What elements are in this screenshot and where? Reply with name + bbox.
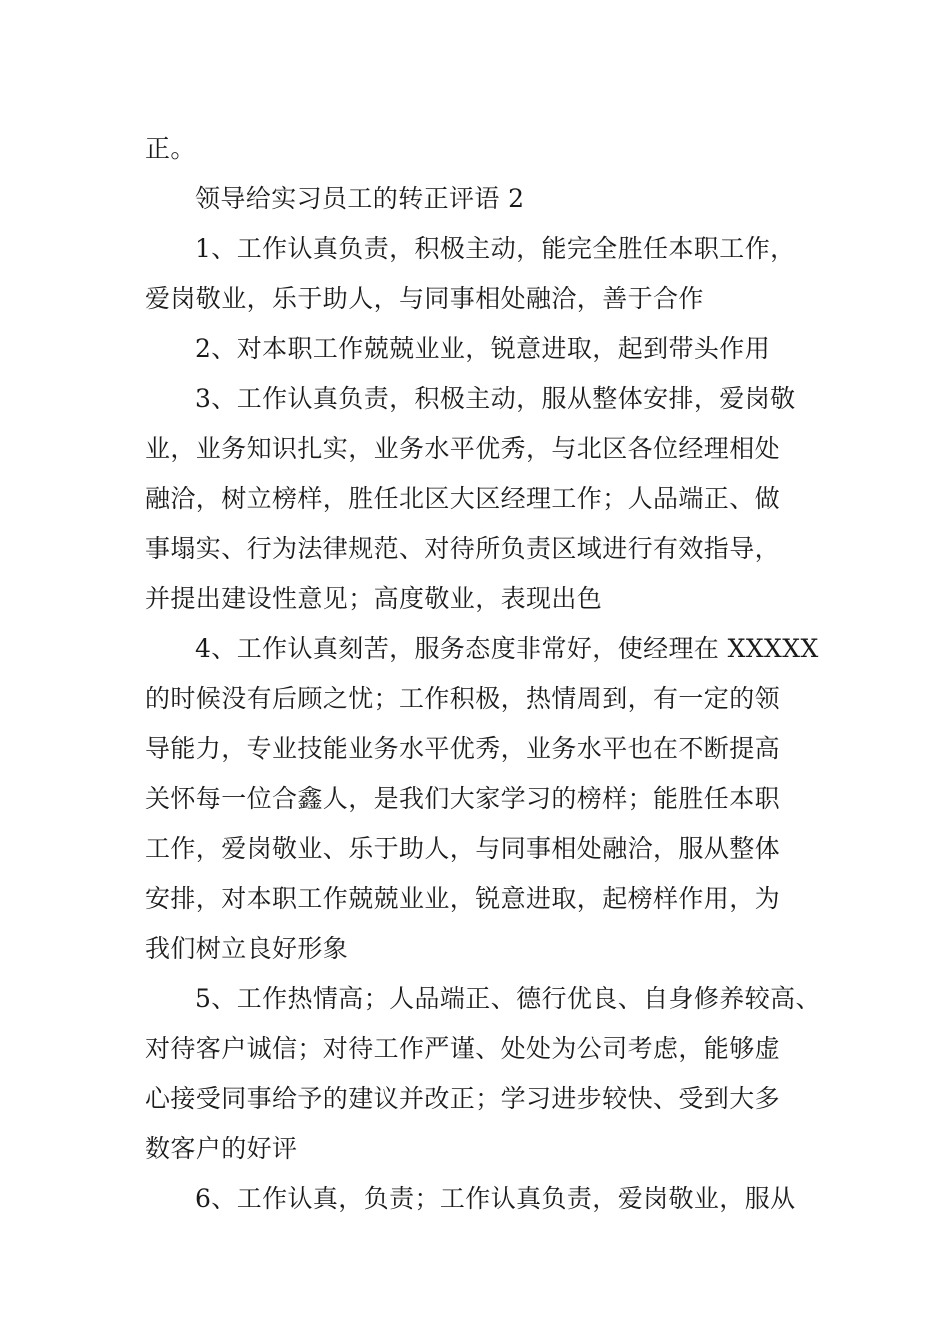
text-line: 6、工作认真，负责；工作认真负责，爱岗敬业，服从 — [195, 1184, 796, 1213]
text-line: 事塌实、行为法律规范、对待所负责区域进行有效指导， — [145, 534, 781, 563]
section-heading: 领导给实习员工的转正评语 2 — [195, 184, 525, 213]
text-line: 融洽，树立榜样，胜任北区大区经理工作；人品端正、做 — [145, 484, 781, 513]
text-line: 2、对本职工作兢兢业业，锐意进取，起到带头作用 — [195, 334, 771, 363]
text-line: 安排，对本职工作兢兢业业，锐意进取，起榜样作用，为 — [145, 884, 781, 913]
text-line: 4、工作认真刻苦，服务态度非常好，使经理在 XXXXX — [195, 634, 819, 663]
text-line: 业，业务知识扎实，业务水平优秀，与北区各位经理相处 — [145, 434, 781, 463]
text-line: 数客户的好评 — [145, 1134, 298, 1163]
text-line: 5、工作热情高；人品端正、德行优良、自身修养较高、 — [195, 984, 821, 1013]
text-line: 导能力，专业技能业务水平优秀，业务水平也在不断提高 — [145, 734, 781, 763]
text-line: 关怀每一位合鑫人，是我们大家学习的榜样；能胜任本职 — [145, 784, 781, 813]
text-line: 并提出建设性意见；高度敬业，表现出色 — [145, 584, 603, 613]
text-line: 1、工作认真负责，积极主动，能完全胜任本职工作， — [195, 234, 796, 263]
text-line: 心接受同事给予的建议并改正；学习进步较快、受到大多 — [145, 1084, 781, 1113]
text-line: 正。 — [145, 134, 196, 163]
text-line: 工作，爱岗敬业、乐于助人，与同事相处融洽，服从整体 — [145, 834, 781, 863]
text-line: 对待客户诚信；对待工作严谨、处处为公司考虑，能够虚 — [145, 1034, 781, 1063]
text-line: 3、工作认真负责，积极主动，服从整体安排，爱岗敬 — [195, 384, 796, 413]
text-line: 的时候没有后顾之忧；工作积极，热情周到，有一定的领 — [145, 684, 781, 713]
text-line: 爱岗敬业，乐于助人，与同事相处融洽，善于合作 — [145, 284, 704, 313]
text-line: 我们树立良好形象 — [145, 934, 349, 963]
